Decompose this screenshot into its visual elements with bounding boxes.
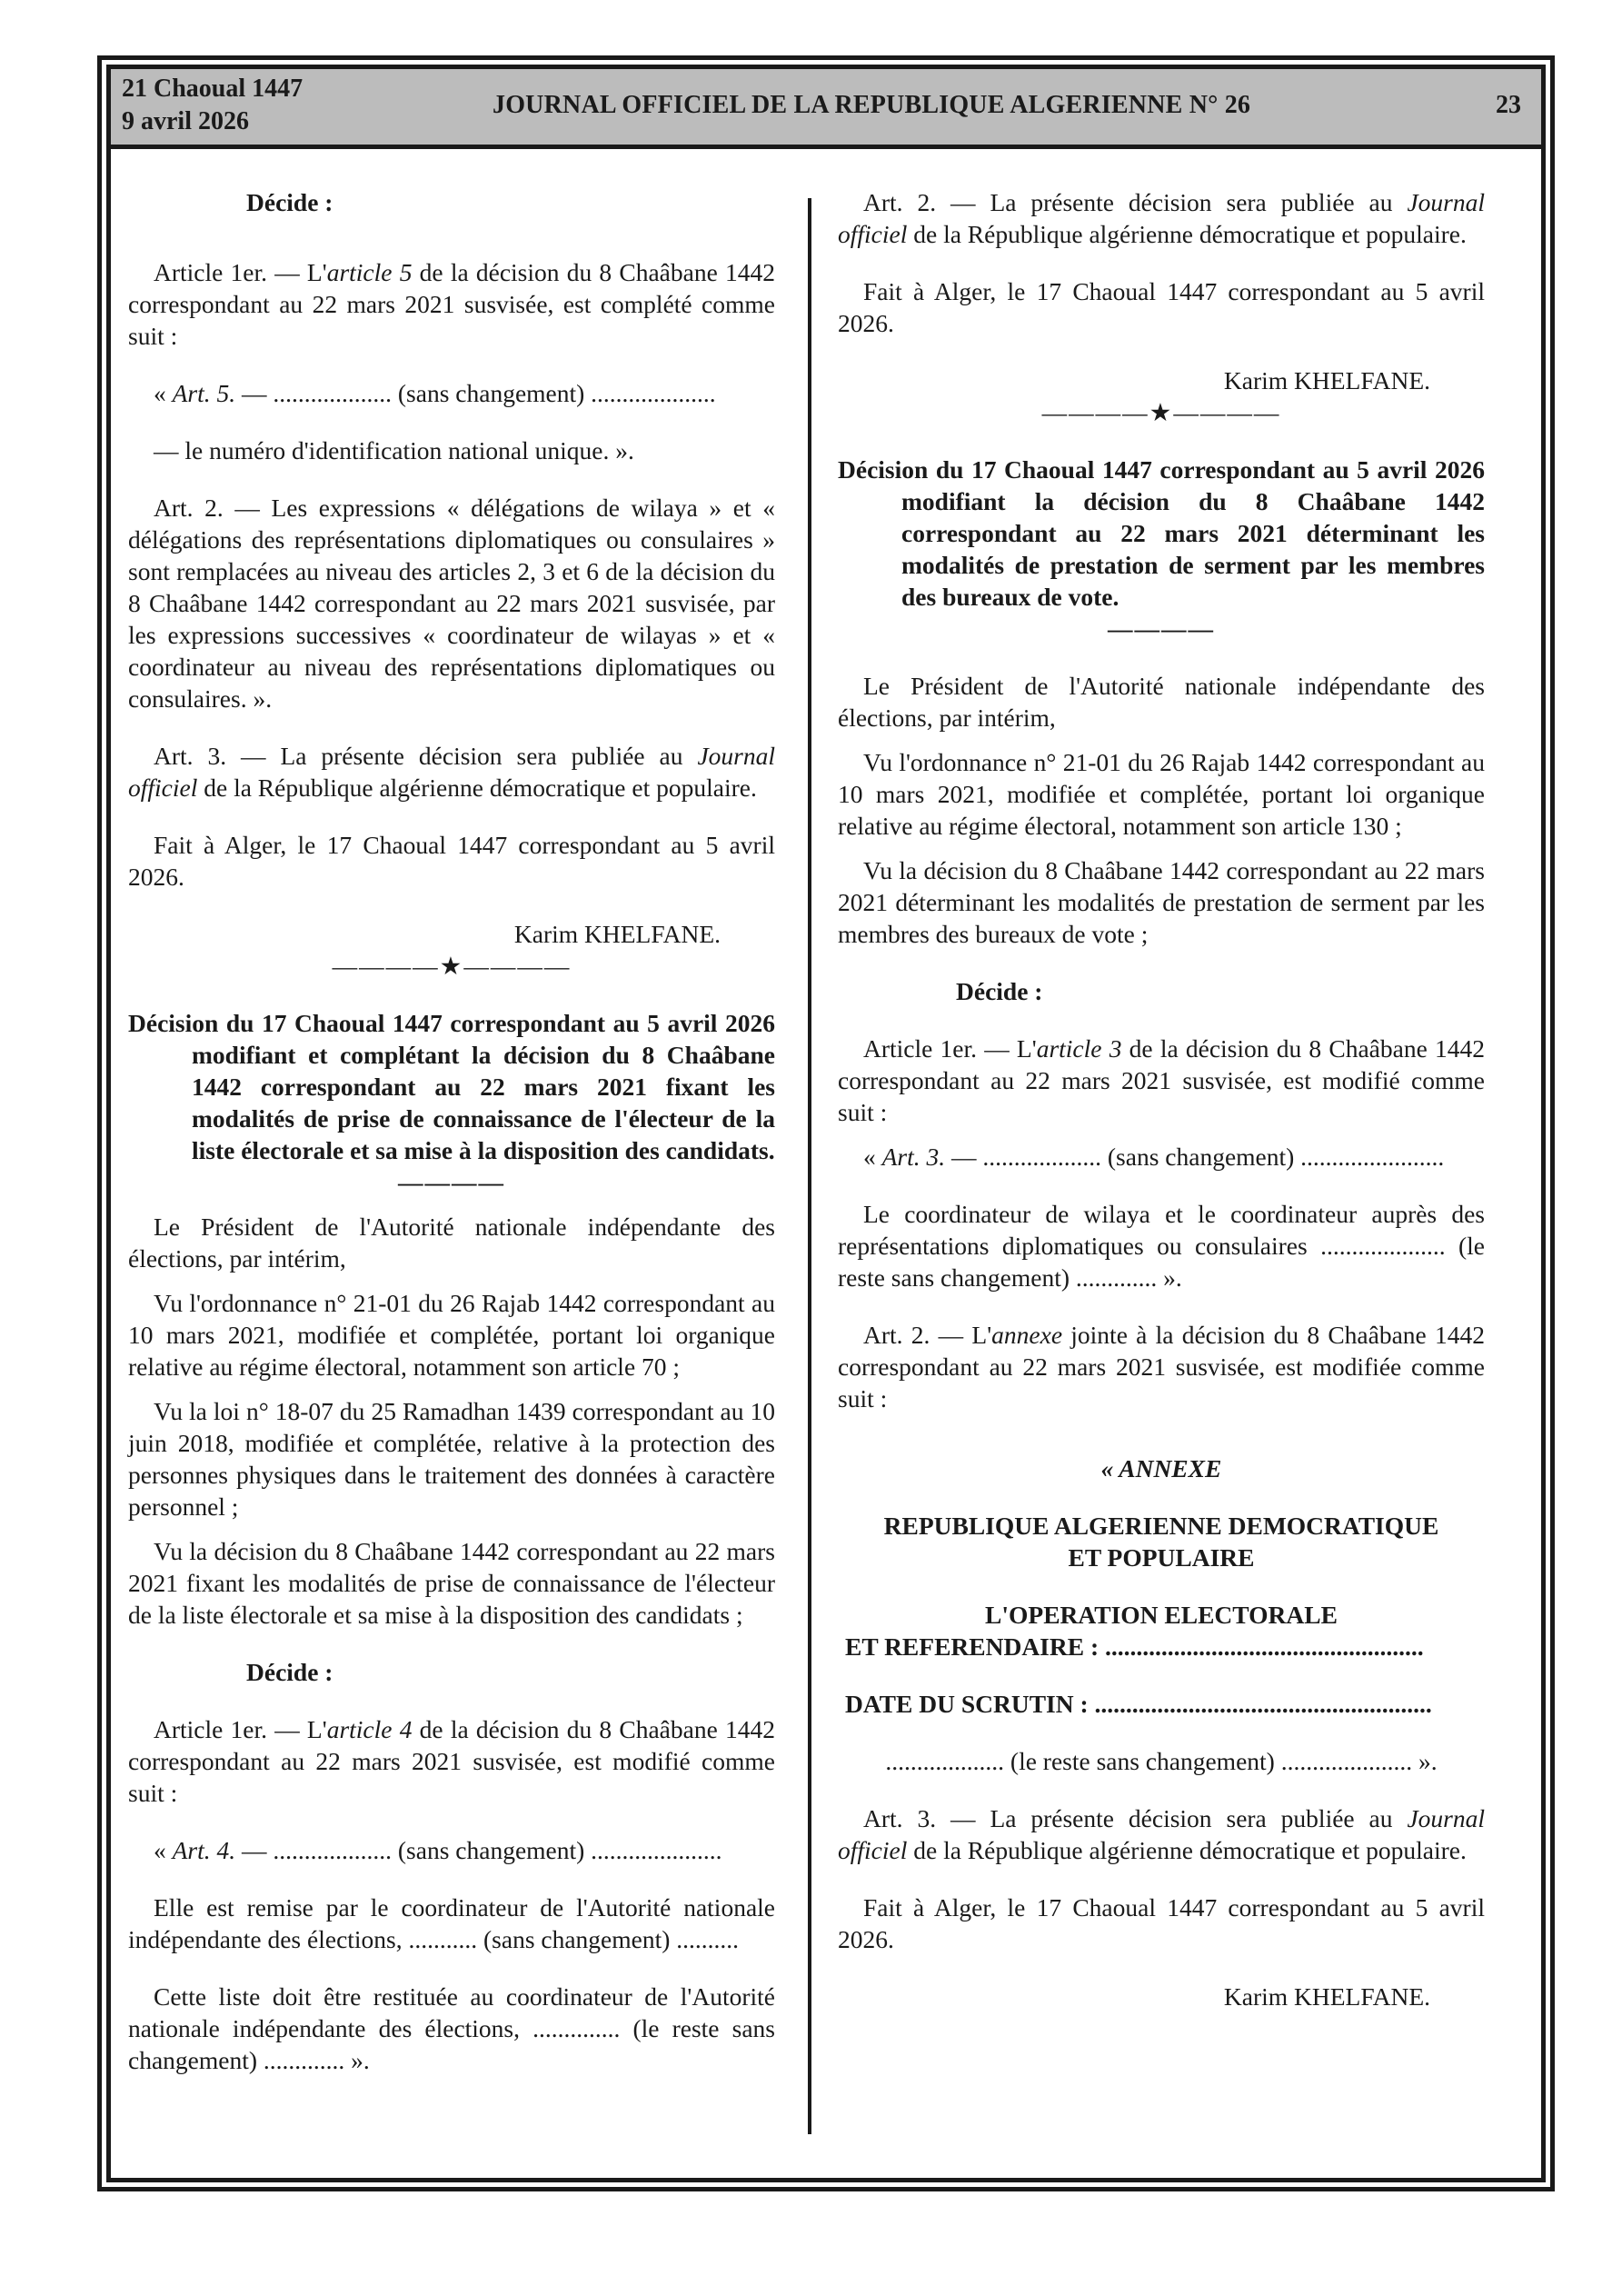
decision-title: Décision du 17 Chaoual 1447 correspondant au 5 avril 2026 modifiant la décision du 8 Chaâbane 1442 correspondant au 22 mars 2021 déterminant les modalités de prestation de serment par les membres des bureaux de vote. — [838, 455, 1485, 611]
article-5-item: — le numéro d'identification national unique. ». — [154, 436, 634, 464]
fait-a-alger: Fait à Alger, le 17 Chaoual 1447 correspondant au 5 avril 2026. — [838, 1893, 1485, 1953]
president-clause: Le Président de l'Autorité nationale indépendante des élections, par intérim, — [128, 1213, 775, 1273]
decide-heading: Décide : — [246, 1658, 333, 1686]
republique-line-1: REPUBLIQUE ALGERIENNE DEMOCRATIQUE — [883, 1512, 1439, 1540]
operation-line-2: ET REFERENDAIRE : ................................................... — [845, 1632, 1424, 1661]
decide-heading: Décide : — [956, 977, 1043, 1005]
separator-star: ————★———— — [332, 952, 572, 980]
article-2: Art. 2. — Les expressions « délégations de wilaya » et « délégations des représentations diplomatiques ou consulaires » sont remplacées au niveau des articles 2, 3 et 6 de la décision du 8 Chaâbane 1442 correspondant au 22 mars 2021 susvisée, par les expressions successives « coordinateur de wilayas » et « coordinateur au niveau des représentations diplomatiques ou consulaires. ». — [128, 494, 775, 713]
article-1 — [838, 1033, 1485, 1128]
page-number: 23 — [1496, 91, 1521, 119]
text: Article 1er. — L' — [863, 1034, 1037, 1063]
text: « — [154, 1836, 173, 1864]
signature: Karim KHELFANE. — [1223, 366, 1430, 394]
separator-dashes: ———— — [398, 1168, 505, 1196]
decide-heading: Décide : — [246, 188, 333, 216]
right-column — [838, 186, 1485, 2012]
header-date-gregorian: 9 avril 2026 — [122, 107, 249, 135]
annexe-label: « ANNEXE — [1100, 1454, 1222, 1482]
vu-decision: Vu la décision du 8 Chaâbane 1442 correspondant au 22 mars 2021 déterminant les modalités de prestation de serment par les membres des bureaux de vote ; — [838, 856, 1485, 948]
text: jointe à la décision du 8 Chaâbane 1442 correspondant au 22 mars 2021 susvisée, est modifiée comme suit : — [838, 1321, 1485, 1413]
remise-paragraph: Elle est remise par le coordinateur de l'Autorité nationale indépendante des élections, ........... (sans changement) .......... — [128, 1893, 775, 1953]
signature: Karim KHELFANE. — [513, 920, 721, 948]
restituee-paragraph: Cette liste doit être restituée au coordinateur de l'Autorité nationale indépendante des élections, .............. (le reste sans changement) ............. ». — [128, 1982, 775, 2074]
decision-title: Décision du 17 Chaoual 1447 correspondant au 5 avril 2026 modifiant et complétant la décision du 8 Chaâbane 1442 correspondant au 22 mars 2021 fixant les modalités de prise de connaissance de l'électeur de la liste électorale et sa mise à la disposition des candidats. — [128, 1009, 775, 1164]
text: « — [154, 379, 173, 407]
vu-loi: Vu la loi n° 18-07 du 25 Ramadhan 1439 correspondant au 10 juin 2018, modifiée et complétée, relative à la protection des personnes physiques dans le traitement des données à caractère personnel ; — [128, 1397, 775, 1521]
text-italic: article 5 — [326, 258, 413, 286]
separator-dashes: ———— — [1108, 614, 1215, 643]
vu-ordonnance: Vu l'ordonnance n° 21-01 du 26 Rajab 1442 correspondant au 10 mars 2021, modifiée et complétée, portant loi organique relative au régime électoral, notamment son article 130 ; — [838, 748, 1485, 840]
text: Art. 2. — L' — [863, 1321, 992, 1349]
article-2-annexe — [838, 1319, 1485, 1414]
text: Art. 3. — La présente décision sera publiée au — [863, 1804, 1408, 1832]
column-divider — [808, 198, 811, 2134]
text-italic: Journal officiel — [128, 742, 775, 802]
text: — ................... (sans changement) ....................... — [945, 1143, 1445, 1171]
text-italic: Art. 5. — [172, 379, 236, 407]
header-date-hijri: 21 Chaoual 1447 — [122, 75, 304, 103]
article-1 — [128, 1713, 775, 1809]
text: de la décision du 8 Chaâbane 1442 correspondant au 22 mars 2021 susvisée, est modifié comme suit : — [838, 1034, 1485, 1126]
text-italic: Art. 3. — [881, 1143, 946, 1171]
separator-star: ————★———— — [1041, 398, 1281, 426]
vu-ordonnance: Vu l'ordonnance n° 21-01 du 26 Rajab 1442 correspondant au 10 mars 2021, modifiée et complétée, portant loi organique relative au régime électoral, notamment son article 70 ; — [128, 1289, 775, 1381]
header-title: JOURNAL OFFICIEL DE LA REPUBLIQUE ALGERIENNE N° 26 — [493, 91, 1251, 119]
text-italic: annexe — [991, 1321, 1063, 1349]
quoted-article-3 — [838, 1141, 1485, 1173]
text-italic: Journal officiel — [838, 188, 1485, 248]
text: de la décision du 8 Chaâbane 1442 correspondant au 22 mars 2021 susvisée, est modifié comme suit : — [128, 1715, 775, 1807]
text: de la République algérienne démocratique et populaire. — [197, 774, 757, 802]
text-italic: article 3 — [1036, 1034, 1122, 1063]
article-1 — [128, 256, 775, 352]
text: Article 1er. — L' — [154, 258, 327, 286]
text: Art. 3. — La présente décision sera publiée au — [154, 742, 698, 770]
fait-a-alger: Fait à Alger, le 17 Chaoual 1447 correspondant au 5 avril 2026. — [128, 831, 775, 891]
text: de la République algérienne démocratique et populaire. — [907, 1836, 1467, 1864]
text: — ................... (sans changement) .................... — [235, 379, 716, 407]
journal-header — [111, 69, 1541, 149]
text: de la République algérienne démocratique et populaire. — [907, 220, 1467, 248]
vu-decision: Vu la décision du 8 Chaâbane 1442 correspondant au 22 mars 2021 fixant les modalités de prise de connaissance de l'électeur de la liste électorale et sa mise à la disposition des candidats ; — [128, 1537, 775, 1629]
article-3 — [838, 1802, 1485, 1866]
text-italic: Art. 4. — [172, 1836, 236, 1864]
fait-a-alger: Fait à Alger, le 17 Chaoual 1447 correspondant au 5 avril 2026. — [838, 277, 1485, 337]
text: « — [863, 1143, 882, 1171]
quoted-article-4 — [128, 1834, 775, 1866]
article-2 — [838, 186, 1485, 250]
article-3 — [128, 740, 775, 804]
text: — ................... (sans changement) ..................... — [235, 1836, 722, 1864]
text: Art. 2. — La présente décision sera publiée au — [863, 188, 1408, 216]
text-italic: article 4 — [326, 1715, 413, 1743]
reste-sans-changement: ................... (le reste sans changement) ..................... ». — [885, 1747, 1438, 1775]
signature: Karim KHELFANE. — [1223, 1982, 1430, 2011]
date-du-scrutin: DATE DU SCRUTIN : ...................................................... — [845, 1690, 1432, 1718]
operation-line-1: L'OPERATION ELECTORALE — [985, 1601, 1338, 1629]
quoted-article-5 — [128, 377, 775, 409]
left-column — [128, 186, 775, 2076]
republique-line-2: ET POPULAIRE — [1068, 1543, 1255, 1572]
coordinateur-paragraph: Le coordinateur de wilaya et le coordinateur auprès des représentations diplomatiques ou consulaires .................... (le reste sans changement) ............. ». — [838, 1200, 1485, 1292]
text-italic: Journal officiel — [838, 1804, 1485, 1864]
president-clause: Le Président de l'Autorité nationale indépendante des élections, par intérim, — [838, 672, 1485, 732]
text: Article 1er. — L' — [154, 1715, 327, 1743]
text: de la décision du 8 Chaâbane 1442 correspondant au 22 mars 2021 susvisée, est complété comme suit : — [128, 258, 775, 350]
